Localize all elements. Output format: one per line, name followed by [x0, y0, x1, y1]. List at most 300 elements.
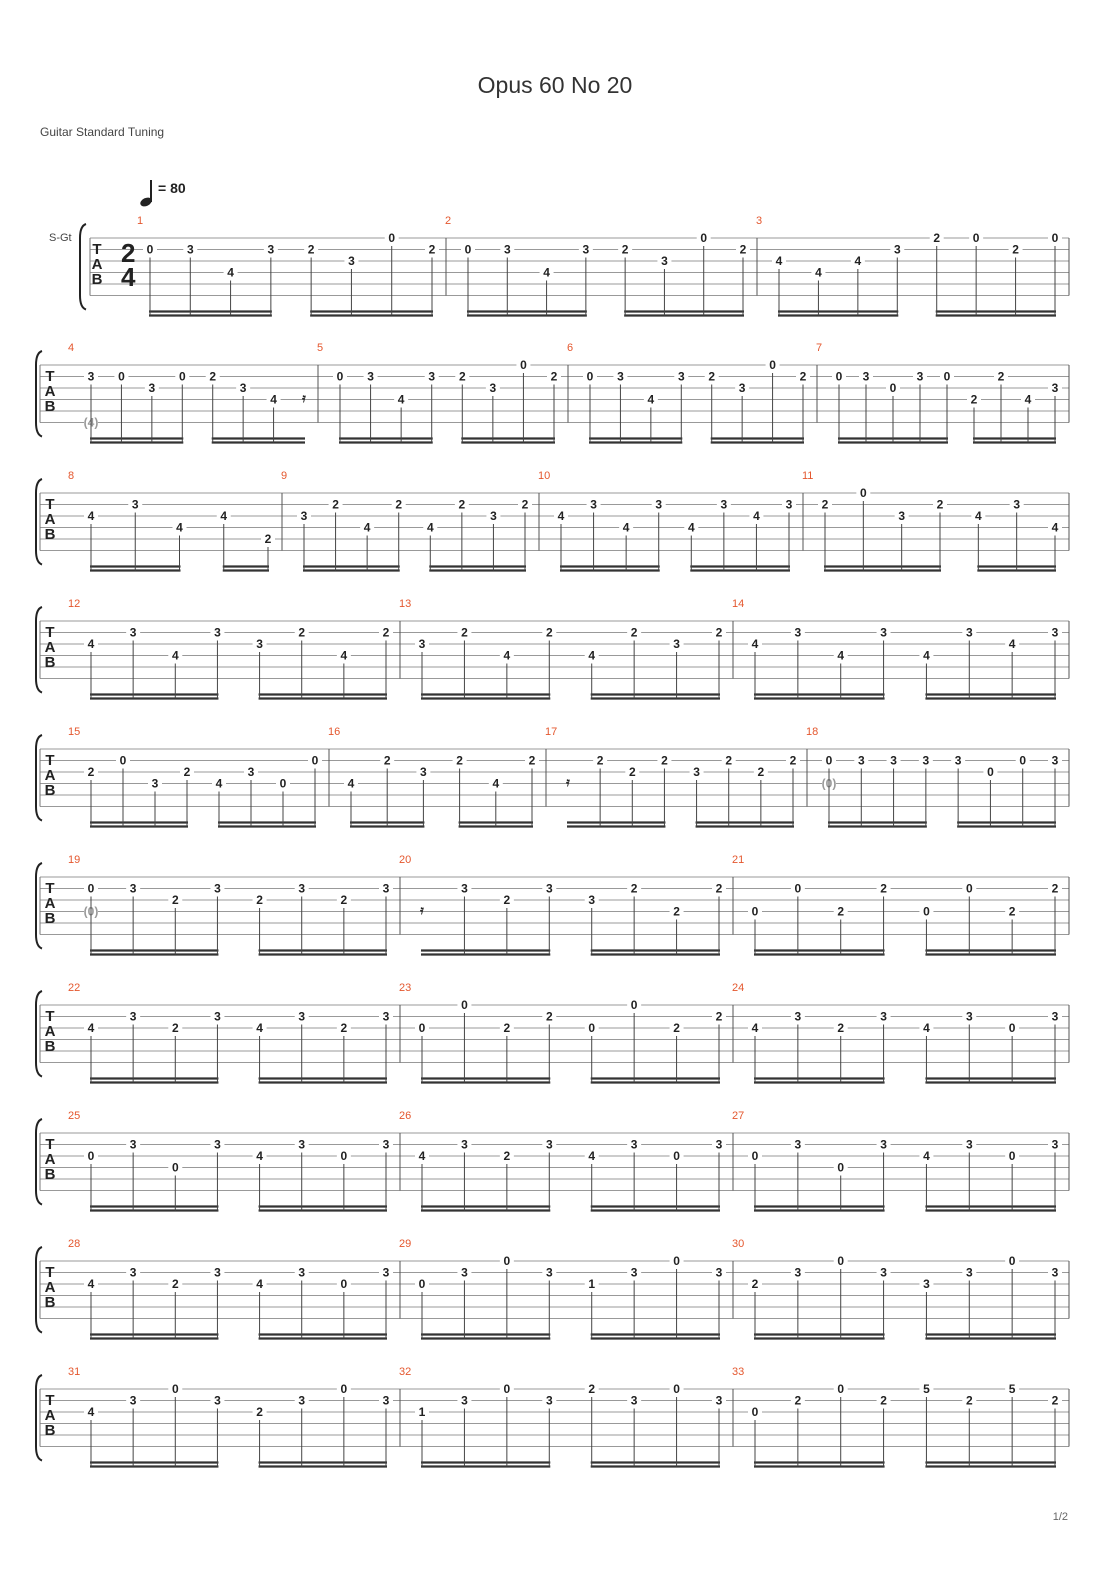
- fret-number: 0: [586, 369, 594, 384]
- fret-number: 0: [503, 1382, 511, 1396]
- fret-number: 2: [630, 881, 638, 896]
- measure: [567, 342, 810, 443]
- fret-number: 3: [588, 893, 596, 907]
- measure: [756, 215, 1062, 316]
- tab-clef-letter: A: [44, 1151, 56, 1168]
- fret-number: 2: [461, 625, 468, 640]
- tab-clef-letter: B: [44, 1038, 56, 1055]
- fret-number: 3: [720, 497, 728, 512]
- tab-clef-letter: B: [91, 271, 103, 288]
- fret-number: 3: [420, 765, 427, 779]
- fret-number: 2: [1051, 1393, 1059, 1408]
- measure-number: 32: [399, 1366, 412, 1378]
- fret-number: 3: [129, 881, 137, 896]
- tab-system: [36, 470, 1069, 571]
- fret-number: 2: [673, 1021, 680, 1035]
- fret-number: 3: [247, 765, 255, 779]
- measure: [816, 342, 1062, 443]
- fret-number: 2: [715, 881, 723, 896]
- fret-number: 0: [837, 1160, 845, 1175]
- fret-number: 4: [751, 637, 759, 651]
- measure: [137, 215, 439, 316]
- measure-number: 20: [399, 854, 412, 866]
- measure-number: 10: [538, 470, 551, 482]
- fret-number: 2: [880, 881, 887, 896]
- fret-number: 4: [220, 509, 228, 523]
- measure: [399, 1366, 726, 1467]
- measure: [732, 982, 1062, 1083]
- measure: [732, 598, 1062, 699]
- fret-number: 4: [256, 1149, 263, 1163]
- tab-system: [36, 726, 1069, 827]
- rest-symbol: 𝄿: [302, 390, 306, 405]
- fret-number: 2: [545, 1009, 553, 1024]
- fret-number: 2: [528, 753, 536, 768]
- fret-number: 2: [1051, 881, 1059, 896]
- measure: [802, 470, 1062, 571]
- tab-clef-letter: T: [45, 752, 55, 769]
- fret-number: 3: [617, 369, 624, 384]
- fret-number: 3: [582, 242, 590, 257]
- fret-number: 3: [461, 1393, 468, 1408]
- fret-number: 4: [347, 776, 355, 791]
- tab-clef-letter: A: [44, 383, 56, 400]
- fret-number: 0: [630, 998, 638, 1012]
- fret-number: 0: [418, 1021, 426, 1035]
- fret-number: 4: [815, 265, 822, 280]
- measure: [732, 1110, 1062, 1211]
- fret-number: 3: [880, 1009, 887, 1024]
- fret-number: 4: [426, 520, 434, 535]
- measure-number: 1: [137, 215, 144, 227]
- fret-number: 0: [794, 881, 802, 896]
- measure: [68, 854, 393, 955]
- fret-number: 4: [923, 1149, 930, 1163]
- fret-number: 4: [256, 1021, 263, 1035]
- fret-number: 3: [382, 1265, 390, 1280]
- fret-number: 1: [588, 1277, 596, 1291]
- fret-number: 2: [880, 1393, 887, 1408]
- measure-number: 22: [68, 982, 81, 994]
- fret-number: 3: [129, 1265, 137, 1280]
- tab-clef-letter: B: [44, 1422, 56, 1439]
- fret-number: 3: [954, 753, 962, 768]
- rest-symbol: 𝄿: [566, 774, 570, 789]
- fret-number: 3: [545, 1393, 553, 1408]
- tab-clef-letter: B: [44, 782, 56, 799]
- measure: [732, 1238, 1062, 1339]
- fret-number: 3: [489, 381, 497, 395]
- measure: [68, 598, 393, 699]
- fret-number: 2: [503, 1149, 511, 1163]
- measure-number: 2: [445, 215, 452, 227]
- fret-number: 2: [340, 1021, 348, 1035]
- measure-number: 14: [732, 598, 745, 610]
- time-signature-denominator: 4: [121, 262, 136, 292]
- measure-number: 9: [281, 470, 288, 482]
- fret-number: 3: [129, 1137, 137, 1152]
- measure: [68, 1110, 393, 1211]
- measure: [68, 982, 393, 1083]
- measure: [68, 470, 275, 571]
- fret-number: 4: [974, 509, 982, 523]
- fret-number: 3: [1051, 1137, 1059, 1152]
- tab-clef-letter: T: [45, 880, 55, 897]
- tab-clef-letter: A: [44, 1407, 56, 1424]
- measure: [399, 1238, 726, 1339]
- fret-number: 0: [837, 1382, 845, 1396]
- fret-number: 2: [936, 497, 944, 512]
- fret-number: 4: [256, 1277, 263, 1291]
- fret-number: 4: [215, 776, 223, 791]
- fret-number: 3: [794, 625, 802, 640]
- measure: [68, 1366, 393, 1467]
- fret-number: 3: [965, 625, 973, 640]
- fret-number: 3: [300, 509, 308, 523]
- fret-number: 3: [151, 776, 159, 791]
- fret-number: 3: [630, 1393, 638, 1408]
- fret-number: 2: [256, 893, 263, 907]
- fret-number: 0: [340, 1382, 348, 1396]
- fret-number: 3: [129, 1393, 137, 1408]
- fret-number: 2: [171, 893, 179, 907]
- fret-number: 4: [87, 637, 95, 651]
- fret-number: 3: [898, 509, 906, 523]
- tab-clef-letter: T: [45, 368, 55, 385]
- fret-number: 2: [1012, 242, 1019, 257]
- fret-number: 3: [545, 1137, 553, 1152]
- fret-number: 3: [965, 1265, 973, 1280]
- track-label: S-Gt: [49, 232, 72, 244]
- fret-number: 3: [382, 881, 390, 896]
- measure-number: 4: [68, 342, 75, 354]
- system-bracket: [36, 735, 42, 821]
- measure: [399, 598, 726, 699]
- fret-number: 0: [987, 765, 994, 779]
- fret-number: 2: [458, 369, 466, 384]
- fret-number: 3: [794, 1265, 802, 1280]
- fret-number: 0: [311, 753, 319, 768]
- fret-number: 2: [997, 369, 1005, 384]
- measure-number: 17: [545, 726, 558, 738]
- fret-number: 3: [1013, 497, 1021, 512]
- measure-number: 6: [567, 342, 574, 354]
- fret-number: 3: [348, 254, 355, 268]
- fret-number: 4: [87, 1277, 95, 1291]
- fret-number: (4): [83, 415, 99, 430]
- tab-system: [36, 982, 1069, 1083]
- fret-number: 3: [1051, 753, 1059, 768]
- fret-number: 2: [708, 369, 716, 384]
- fret-number: 4: [176, 520, 183, 535]
- system-bracket: [36, 1247, 42, 1333]
- fret-number: 3: [922, 753, 930, 768]
- system-bracket: [36, 991, 42, 1077]
- fret-number: 3: [785, 497, 793, 512]
- fret-number: 0: [943, 369, 951, 384]
- fret-number: 0: [1008, 1149, 1016, 1163]
- fret-number: 2: [550, 369, 558, 384]
- fret-number: 0: [751, 1405, 759, 1419]
- tab-clef-letter: B: [44, 526, 56, 543]
- fret-number: 4: [588, 1149, 596, 1163]
- fret-number: 0: [171, 1160, 179, 1175]
- measure-number: 5: [317, 342, 324, 354]
- measure: [732, 1366, 1062, 1467]
- measure-number: 12: [68, 598, 81, 610]
- fret-number: 2: [715, 625, 723, 640]
- fret-number: 3: [503, 242, 511, 257]
- fret-number: 0: [146, 242, 154, 257]
- fret-number: 3: [131, 497, 139, 512]
- fret-number: 3: [87, 369, 95, 384]
- tempo-value: = 80: [158, 180, 186, 196]
- measure-number: 3: [756, 215, 763, 227]
- measure: [545, 726, 800, 827]
- fret-number: 2: [87, 765, 95, 779]
- fret-number: 2: [794, 1393, 802, 1408]
- fret-number: 4: [837, 648, 845, 663]
- tab-clef-letter: A: [44, 1279, 56, 1296]
- fret-number: 3: [129, 625, 137, 640]
- fret-number: 4: [557, 509, 565, 523]
- fret-number: 2: [183, 765, 191, 779]
- fret-number: 3: [267, 242, 275, 257]
- fret-number: 5: [1008, 1382, 1016, 1396]
- tab-system: [36, 1110, 1069, 1211]
- fret-number: 4: [397, 392, 405, 407]
- tab-clef-letter: B: [44, 398, 56, 415]
- measure-number: 18: [806, 726, 819, 738]
- fret-number: 2: [630, 625, 638, 640]
- tab-system: [49, 215, 1069, 316]
- fret-number: 2: [298, 625, 306, 640]
- fret-number: 3: [461, 1137, 468, 1152]
- tab-clef-letter: B: [44, 1166, 56, 1183]
- fret-number: 2: [715, 1009, 723, 1024]
- measure-number: 7: [816, 342, 823, 354]
- fret-number: 0: [87, 1149, 95, 1163]
- fret-number: 4: [753, 509, 760, 523]
- fret-number: 0: [1008, 1254, 1016, 1268]
- fret-number: 5: [923, 1382, 930, 1396]
- measure: [317, 342, 561, 443]
- fret-number: 0: [340, 1277, 348, 1291]
- time-signature-numerator: 2: [121, 238, 136, 268]
- fret-number: 3: [715, 1265, 723, 1280]
- tab-clef-letter: T: [45, 1008, 55, 1025]
- tab-system: [36, 1238, 1069, 1339]
- fret-number: 0: [588, 1021, 596, 1035]
- fret-number: 3: [239, 381, 247, 395]
- tab-clef-letter: B: [44, 654, 56, 671]
- fret-number: 3: [880, 625, 887, 640]
- fret-number: 3: [298, 881, 306, 896]
- measure-number: 19: [68, 854, 81, 866]
- measure-number: 16: [328, 726, 341, 738]
- tab-clef-letter: T: [45, 496, 55, 513]
- measure: [281, 470, 532, 571]
- fret-number: 0: [965, 881, 973, 896]
- rest-symbol: 𝄿: [420, 902, 424, 917]
- measure-number: 31: [68, 1366, 81, 1378]
- fret-number: 0: [923, 904, 930, 919]
- fret-number: 3: [715, 1137, 723, 1152]
- fret-number: 0: [388, 231, 396, 245]
- fret-number: 4: [171, 648, 179, 663]
- fret-number: 3: [214, 881, 221, 896]
- fret-number: 2: [725, 753, 733, 768]
- fret-number: 2: [789, 753, 797, 768]
- fret-number: 3: [794, 1009, 802, 1024]
- fret-number: 4: [87, 509, 95, 523]
- system-bracket: [36, 351, 42, 437]
- fret-number: 4: [227, 265, 234, 280]
- system-bracket: [36, 607, 42, 693]
- tab-clef-letter: A: [91, 256, 103, 273]
- fret-number: 4: [687, 520, 695, 535]
- fret-number: 3: [214, 625, 221, 640]
- measure-number: 25: [68, 1110, 81, 1122]
- fret-number: 4: [1024, 392, 1032, 407]
- fret-number: 3: [382, 1009, 390, 1024]
- fret-number: 4: [340, 648, 348, 663]
- fret-number: 2: [340, 893, 348, 907]
- fret-number: 3: [857, 753, 865, 768]
- fret-number: (0): [821, 776, 837, 791]
- measure-number: 28: [68, 1238, 81, 1250]
- system-bracket: [36, 1119, 42, 1205]
- fret-number: 3: [298, 1393, 306, 1408]
- tab-clef-letter: B: [44, 1294, 56, 1311]
- tab-clef-letter: A: [44, 639, 56, 656]
- measure-number: 29: [399, 1238, 412, 1250]
- fret-number: 2: [171, 1277, 179, 1291]
- fret-number: 3: [893, 242, 901, 257]
- fret-number: 2: [821, 497, 829, 512]
- fret-number: 2: [264, 532, 272, 546]
- fret-number: 0: [118, 369, 125, 384]
- measure-number: 11: [802, 470, 814, 482]
- fret-number: 2: [837, 904, 845, 919]
- fret-number: 2: [1008, 904, 1016, 919]
- fret-number: 3: [661, 254, 668, 268]
- fret-number: 4: [775, 254, 783, 268]
- fret-number: 3: [715, 1393, 723, 1408]
- fret-number: 3: [880, 1265, 887, 1280]
- system-bracket: [36, 863, 42, 949]
- fret-number: 2: [456, 753, 463, 768]
- tab-clef-letter: T: [45, 1264, 55, 1281]
- fret-number: 2: [307, 242, 315, 257]
- fret-number: 4: [1008, 637, 1016, 651]
- measure-number: 33: [732, 1366, 745, 1378]
- fret-number: 0: [751, 1149, 759, 1163]
- fret-number: 4: [492, 776, 500, 791]
- fret-number: 4: [751, 1021, 759, 1035]
- tab-clef-letter: B: [44, 910, 56, 927]
- fret-number: 2: [588, 1382, 596, 1396]
- measure-number: 24: [732, 982, 745, 994]
- fret-number: 2: [171, 1021, 179, 1035]
- fret-number: 2: [503, 893, 511, 907]
- fret-number: 0: [119, 753, 127, 768]
- fret-number: 3: [890, 753, 897, 768]
- fret-number: 3: [214, 1393, 221, 1408]
- fret-number: 2: [799, 369, 807, 384]
- fret-number: 2: [596, 753, 604, 768]
- fret-number: 3: [129, 1009, 137, 1024]
- tab-system: [36, 598, 1069, 699]
- fret-number: 3: [1051, 381, 1059, 395]
- fret-number: 3: [923, 1277, 930, 1291]
- measure-number: 21: [732, 854, 745, 866]
- fret-number: 3: [1051, 625, 1059, 640]
- score-title: Opus 60 No 20: [477, 72, 633, 98]
- fret-number: 0: [673, 1382, 680, 1396]
- fret-number: (0): [83, 904, 99, 919]
- fret-number: 2: [661, 753, 668, 768]
- fret-number: 2: [383, 753, 391, 768]
- fret-number: 0: [972, 231, 980, 245]
- fret-number: 1: [418, 1405, 426, 1419]
- system-bracket: [36, 1375, 42, 1461]
- measure: [445, 215, 750, 316]
- fret-number: 3: [965, 1009, 973, 1024]
- measure: [68, 342, 306, 443]
- fret-number: 3: [630, 1137, 638, 1152]
- fret-number: 0: [769, 358, 776, 372]
- fret-number: 3: [418, 637, 426, 651]
- fret-number: 3: [590, 497, 597, 512]
- system-bracket: [80, 224, 86, 310]
- page-number: 1/2: [1052, 1511, 1068, 1523]
- fret-number: 0: [837, 1254, 845, 1268]
- fret-number: 0: [87, 881, 95, 896]
- tab-clef-letter: T: [45, 1392, 55, 1409]
- fret-number: 3: [214, 1009, 221, 1024]
- fret-number: 3: [545, 1265, 553, 1280]
- fret-number: 3: [298, 1009, 306, 1024]
- fret-number: 3: [298, 1265, 306, 1280]
- fret-number: 3: [461, 1265, 468, 1280]
- tab-clef-letter: T: [92, 241, 102, 258]
- fret-number: 3: [965, 1137, 973, 1152]
- fret-number: 3: [214, 1137, 221, 1152]
- fret-number: 4: [1051, 520, 1059, 535]
- fret-number: 3: [673, 637, 680, 651]
- fret-number: 3: [693, 765, 700, 779]
- fret-number: 3: [382, 1393, 390, 1408]
- measure-number: 15: [68, 726, 81, 738]
- fret-number: 2: [621, 242, 629, 257]
- fret-number: 4: [87, 1021, 95, 1035]
- fret-number: 0: [751, 904, 759, 919]
- fret-number: 4: [87, 1405, 95, 1419]
- fret-number: 4: [854, 254, 862, 268]
- fret-number: 3: [490, 509, 497, 523]
- fret-number: 3: [794, 1137, 802, 1152]
- tab-clef-letter: T: [45, 624, 55, 641]
- fret-number: 2: [628, 765, 636, 779]
- fret-number: 0: [340, 1149, 348, 1163]
- fret-number: 3: [655, 497, 663, 512]
- fret-number: 2: [545, 625, 553, 640]
- system-bracket: [36, 479, 42, 565]
- fret-number: 0: [825, 753, 833, 768]
- measure: [399, 1110, 726, 1211]
- measure-number: 23: [399, 982, 412, 994]
